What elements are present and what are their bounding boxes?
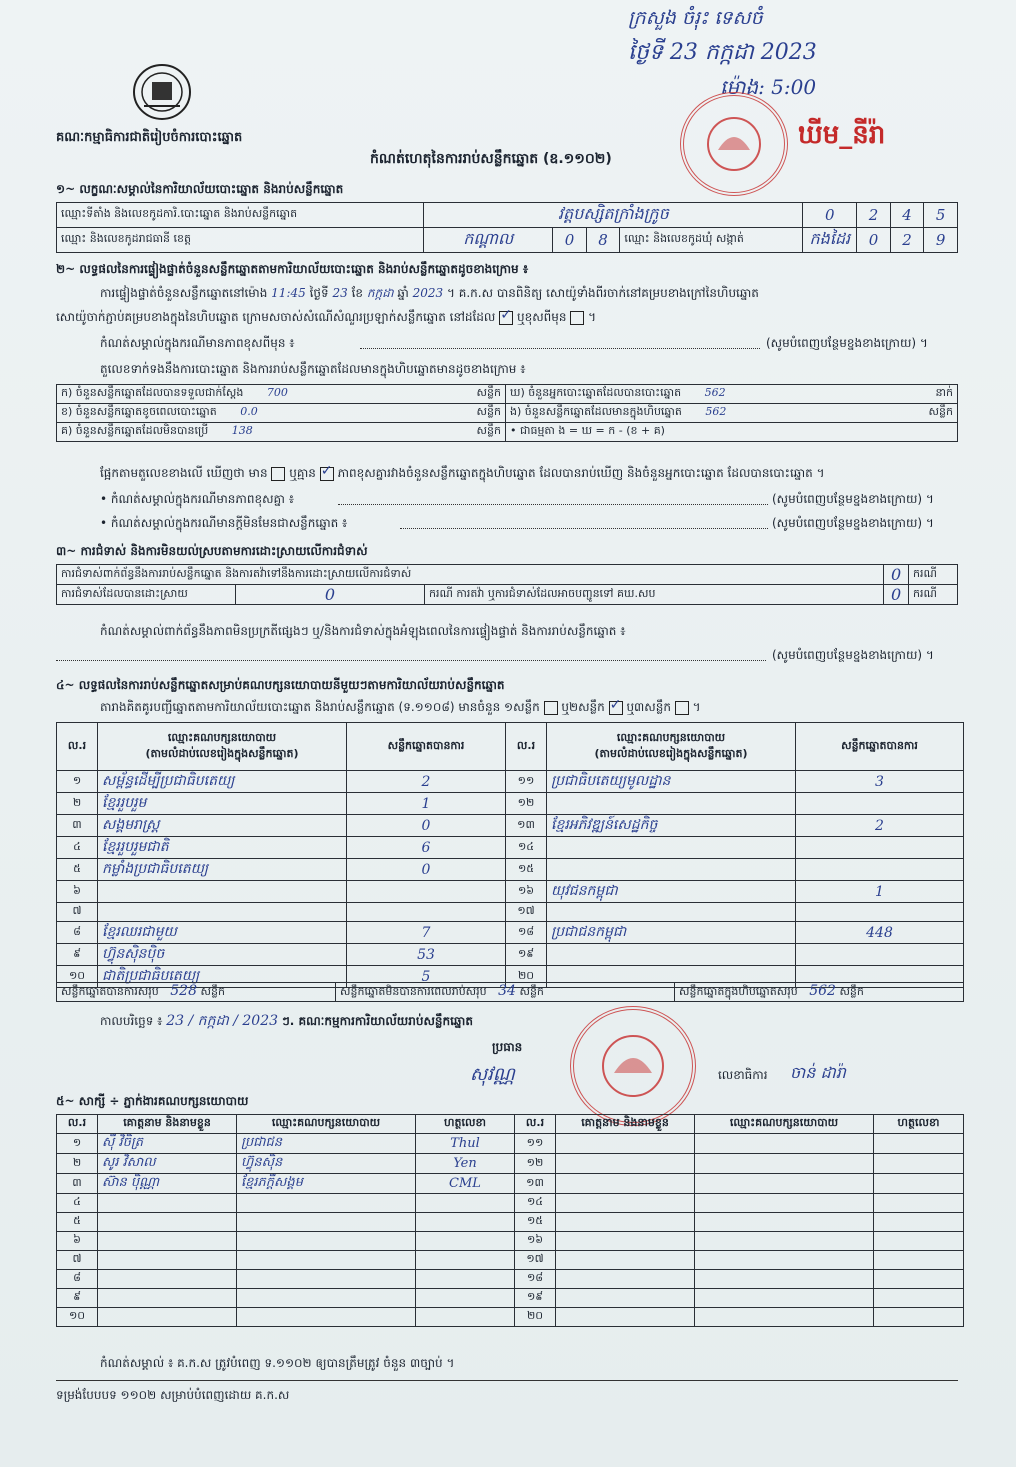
table-row [57, 1194, 964, 1213]
location-code-digit: 2 [857, 203, 891, 228]
valid-total-label: សន្លឹកឆ្នោតបានការសរុប [61, 985, 159, 998]
vote-count: 3 [796, 771, 964, 793]
vote-count [796, 859, 964, 881]
table-row [57, 793, 964, 815]
witness-signature [416, 1194, 515, 1213]
party-name: កម្លាំងប្រជាធិបតេយ្យ [98, 859, 347, 881]
discrepancy-no-checkbox[interactable] [320, 467, 334, 481]
vote-count [796, 837, 964, 859]
row-number: ១៨ [515, 1270, 556, 1289]
table-row [57, 837, 964, 859]
forwarded-label: ការតវ៉ា ឬការជំទាស់ដែលអាចបញ្ជូនទៅ គឃ.សប [456, 586, 656, 600]
province-code-digit: 0 [553, 228, 587, 253]
agency-name: គណៈកម្មាធិការជាតិរៀបចំការបោះឆ្នោត [56, 130, 243, 145]
witness-name [556, 1270, 695, 1289]
row-number: ៤ [57, 1194, 98, 1213]
witness-name [556, 1213, 695, 1232]
party-name [547, 859, 796, 881]
table-row [57, 815, 964, 837]
witness-signature: Yen [416, 1154, 515, 1174]
province-code-digit: 8 [586, 228, 620, 253]
witness-party [695, 1154, 874, 1174]
seal-different-checkbox[interactable] [570, 311, 584, 325]
totals-table: សន្លឹកឆ្នោតបានការសរុប 528 សន្លឹក សន្លឹកឆ្នោតមិនបានការពេលរាប់សរុប 34 សន្លឹក សន្លឹកឆ្នោតក្នុងហិបឆ្នោតសរុប 562 សន្លឹក [56, 982, 964, 1002]
party-name: យុវជនកម្ពុជា [547, 881, 796, 903]
chief-label: ប្រធាន [492, 1040, 523, 1054]
row-number: ១៩ [506, 944, 547, 966]
row-number: ៥ [57, 859, 98, 881]
irregularity-note: កំណត់សម្គាល់ពាក់ព័ន្ធនឹងភាពមិនប្រក្រតីផ្សេងៗ ឬ/និងការជំទាស់ក្នុងអំឡុងពេលនៃការផ្ទៀងផ្ទាត់ និងការរាប់សន្លឹកឆ្នោត ៖ [100, 624, 626, 638]
table-row [57, 1174, 964, 1194]
row-number: ៣ [57, 1174, 98, 1194]
witness-name [98, 1270, 237, 1289]
row-number: ១៥ [506, 859, 547, 881]
corner-note-line3: ម៉ោង: 5:00 [720, 75, 817, 99]
vote-count: 53 [347, 944, 506, 966]
table-row [57, 1154, 964, 1174]
spoiled-label: ខ) ចំនួនសន្លឹកឆ្នោតខូចពេលបោះឆ្នោត [61, 405, 217, 418]
party-name: ខ្មែររួបរួមជាតិ [98, 837, 347, 859]
figures-table: ក) ចំនួនសន្លឹកឆ្នោតដែលបានទទួលជាក់ស្ដែង 700 សន្លឹក ឃ) ចំនួនអ្នកបោះឆ្នោតដែលបានបោះឆ្នោត 562 នាក់ ខ) ចំនួនសន្លឹកឆ្នោតខូចពេលបោះឆ្នោត 0.0 សន្លឹក ង) ចំនួនសន្លឹកឆ្នោតដែលមានក្នុងហិបឆ្នោត 562 សន្លឹក គ) ចំនួនសន្លឹកឆ្នោតដែលមិនបានប្រើ 138 សន្លឹក • ជាធម្មតា ង = ឃ = ក - (ខ + គ) [56, 384, 958, 442]
witness-name [98, 1289, 237, 1308]
results-table: ល.រ ឈ្មោះគណបក្សនយោបាយ (តាមលំដាប់លេខរៀងក្នុងសន្លឹកឆ្នោត) សន្លឹកឆ្នោតបានការ ល.រ ឈ្មោះគណបក្សនយោបាយ (តាមលំដាប់លេខរៀងក្នុងសន្លឹកឆ្នោត) សន្លឹកឆ្នោតបានការ ១ សម្ព័ន្ធដើម្បីប្រជាធិបតេយ្យ 2 ១១ ប្រជាធិបតេយ្យមូលដ្ឋាន 3 ២ ខ្មែររួបរួម 1 ១២ ៣ សង្គមរាស្ត្រ 0 ១៣ ខ្មែរអភិវឌ្ឍន៍សេដ្ឋកិច្ច 2 ៤ ខ្មែររួបរួមជាតិ 6 ១៤ ៥ កម្លាំងប្រជាធិបតេយ្យ 0 ១៥ ៦ ១៦ យុវជនកម្ពុជា 1 ៧ ១៧ ៨ ខ្មែរឈរជាមួយ 7 ១៨ ប្រជាជនកម្ពុជា 448 ៩ ហ៊្វុនស៊ិនប៉ិច 53 ១៩ ១០ ជាតិប្រជាធិបតេយ្យ 5 ២០ [56, 722, 964, 988]
inbox-value: 562 [705, 405, 727, 418]
tally-2sheet-checkbox[interactable] [609, 701, 623, 715]
row-number: ១៦ [506, 881, 547, 903]
row-number: ១៣ [515, 1174, 556, 1194]
tally-3sheet-checkbox[interactable] [675, 701, 689, 715]
verification-paragraph: ការផ្ទៀងផ្ទាត់ចំនួនសន្លឹកឆ្នោតនៅម៉ោង 11:45 ថ្ងៃទី 23 ខែ កក្កដា ឆ្នាំ 2023 ។ គ.ក.ស បានពិនិត្យ សោយ៉ូទាំងពីរចាក់នៅគម្របខាងក្រៅនៃហិបឆ្នោត [100, 286, 759, 300]
fill-hint: (សូមបំពេញបន្ថែមខ្នងខាងក្រោយ) ។ [772, 648, 934, 662]
row-number: ១ [57, 1134, 98, 1154]
table-row [57, 1134, 964, 1154]
witness-name: ស៊ី វិចិត្រ [98, 1134, 237, 1154]
party-name [547, 793, 796, 815]
party-name [547, 903, 796, 922]
section3-title: ៣~ ការជំទាស់ និងការមិនយល់ស្របតាមការដោះស្រាយលើការជំទាស់ [56, 544, 368, 558]
witness-party [695, 1289, 874, 1308]
row-number: ៨ [57, 1270, 98, 1289]
footer-label: ទម្រង់បែបបទ ១១០២ សម្រាប់បំពេញដោយ គ.ក.ស [56, 1388, 290, 1402]
secretary-label: លេខាធិការ [718, 1068, 768, 1082]
row-number: ២ [57, 1154, 98, 1174]
witness-name: ស៊ាន បុិណ្ណា [98, 1174, 237, 1194]
row-number: ១១ [506, 771, 547, 793]
party-name: ហ៊្វុនស៊ិនប៉ិច [98, 944, 347, 966]
stamp-name-label: ឃីម_នីរ៉ា [798, 120, 886, 150]
tally-intro: តារាងគិតគូរបញ្ជីឆ្នោតតាមការិយាល័យបោះឆ្នោត និងរាប់សន្លឹកឆ្នោត (ទ.១១០៨) មានចំនួន ១សន្លឹក ឬ២សន្លឹក ✓ ឬ៣សន្លឹក ។ [100, 700, 701, 715]
witness-party [237, 1232, 416, 1251]
table-row [57, 771, 964, 793]
witness-party [237, 1289, 416, 1308]
commune-code-digit: 0 [857, 228, 891, 253]
row-number: ១៧ [506, 903, 547, 922]
party-name: ខ្មែររួបរួម [98, 793, 347, 815]
complaints-value: 0 [884, 565, 909, 585]
fill-hint: (សូមបំពេញបន្ថែមខ្នងខាងក្រោយ) ។ [766, 336, 928, 350]
section5-title: ៥~ សាក្សី ÷ ភ្នាក់ងារគណបក្សនយោបាយ [56, 1094, 249, 1108]
vote-count: 448 [796, 922, 964, 944]
party-name: ប្រជាជនកម្ពុជា [547, 922, 796, 944]
section4-title: ៤~ លទ្ធផលនៃការរាប់សន្លឹកឆ្នោតសម្រាប់គណបក្សនយោបាយនីមួយៗតាមការិយាល័យរាប់សន្លឹកឆ្នោត [56, 678, 505, 692]
note-nonballot: • កំណត់សម្គាល់ក្នុងករណីមានក្ដីមិនមែនជាសន្លឹកឆ្នោត ៖ [100, 516, 348, 530]
location-code-digit: 4 [890, 203, 924, 228]
secretary-value: ចាន់ ដារ៉ា [790, 1063, 846, 1082]
table-row [57, 903, 964, 922]
table-row [57, 1289, 964, 1308]
complaints-table: ការជំទាស់ពាក់ព័ន្ធនឹងការរាប់សន្លឹកឆ្នោត និងការតវ៉ាទៅនឹងការដោះស្រាយលើការជំទាស់ 0 ករណី ការជំទាស់ដែលបានដោះស្រាយ 0 ករណី ការតវ៉ា ឬការជំទាស់ដែលអាចបញ្ជូនទៅ គឃ.សប 0 ករណី [56, 564, 958, 605]
province-label: ឈ្មោះ និងលេខកូដរាជធានី ខេត្ត [57, 228, 424, 253]
witness-name [556, 1232, 695, 1251]
vote-count: 0 [347, 859, 506, 881]
invalid-total-label: សន្លឹកឆ្នោតមិនបានការពេលរាប់សរុប [340, 985, 487, 998]
location-code-digit: 5 [924, 203, 958, 228]
footnote: កំណត់សម្គាល់ ៖ គ.ក.ស ត្រូវបំពេញ ទ.១១០២ ឲ្យបានត្រឹមត្រូវ ចំនួន ៣ច្បាប់ ។ [100, 1356, 455, 1370]
location-value: វត្តបស្សិតក្រាំងក្រូច [424, 203, 803, 228]
witness-name [556, 1251, 695, 1270]
row-number: ១៧ [515, 1251, 556, 1270]
official-stamp-bottom [570, 1006, 696, 1126]
chief-signature: សុវណ្ណ [470, 1064, 515, 1085]
witness-name [556, 1174, 695, 1194]
date-line: កាលបរិច្ឆេទ ៖ 23 / កក្កដា / 2023 ៗ. គណៈកម្មការការិយាល័យរាប់សន្លឹកឆ្នោត [100, 1013, 473, 1029]
row-number: ៨ [57, 922, 98, 944]
witness-name [98, 1213, 237, 1232]
table-row [57, 1232, 964, 1251]
witness-signature [416, 1251, 515, 1270]
province-value: កណ្ដាល [424, 228, 553, 253]
nec-emblem-icon [130, 62, 194, 122]
row-number: ១ [57, 771, 98, 793]
table-row [57, 944, 964, 966]
row-number: ១២ [506, 793, 547, 815]
witness-name: សូរ វិសាល [98, 1154, 237, 1174]
witness-party [695, 1194, 874, 1213]
witness-name [98, 1232, 237, 1251]
fill-hint: (សូមបំពេញបន្ថែមខ្នងខាងក្រោយ) ។ [772, 492, 934, 506]
commune-value: កងដៃរ [803, 228, 857, 253]
vote-count: 1 [347, 793, 506, 815]
witness-party [695, 1134, 874, 1154]
witness-signature [874, 1154, 964, 1174]
witness-signature: Thul [416, 1134, 515, 1154]
row-number: ៤ [57, 837, 98, 859]
form-title: កំណត់ហេតុនៃការរាប់សន្លឹកឆ្នោត (ឧ.១១០២) [370, 151, 612, 167]
party-name: ប្រជាធិបតេយ្យមូលដ្ឋាន [547, 771, 796, 793]
note-discrepancy-line [338, 504, 768, 505]
witness-party: ប្រជាជន [237, 1134, 416, 1154]
witness-signature [874, 1194, 964, 1213]
party-name: សង្គមរាស្ត្រ [98, 815, 347, 837]
witness-signature [874, 1308, 964, 1327]
witness-signature [874, 1270, 964, 1289]
row-number: ១០ [57, 966, 98, 988]
vote-count: 1 [796, 881, 964, 903]
box-total-value: 562 [809, 983, 836, 999]
spoiled-value: 0.0 [240, 405, 258, 418]
witness-name [556, 1308, 695, 1327]
witness-signature [416, 1308, 515, 1327]
witness-signature: CML [416, 1174, 515, 1194]
box-total-label: សន្លឹកឆ្នោតក្នុងហិបឆ្នោតសរុប [679, 985, 798, 998]
row-number: ២ [57, 793, 98, 815]
section2-title: ២~ លទ្ធផលនៃការផ្ទៀងផ្ទាត់ចំនួនសន្លឹកឆ្នោតតាមការិយាល័យបោះឆ្នោត និងរាប់សន្លឹកឆ្នោតដូចខាងក្រោម ៖ [56, 262, 529, 276]
witness-signature [416, 1270, 515, 1289]
row-number: ១០ [57, 1308, 98, 1327]
party-name [98, 881, 347, 903]
witness-name [98, 1194, 237, 1213]
party-name [547, 944, 796, 966]
row-number: ១៤ [515, 1194, 556, 1213]
discrepancy-paragraph: ផ្អែកតាមតួលេខខាងលើ ឃើញថា មាន ឬគ្មាន ✓ ភាពខុសគ្នារវាងចំនួនសន្លឹកឆ្នោតក្នុងហិបឆ្នោត ដែលបានរាប់ឃើញ និងចំនួនអ្នកបោះឆ្នោត ដែលបានបោះឆ្នោត ។ [100, 466, 825, 481]
witness-name [556, 1194, 695, 1213]
witness-table: ល.រ គោត្តនាម និងនាមខ្លួន ឈ្មោះគណបក្សនយោបាយ ហត្ថលេខា ល.រ គោត្តនាម និងនាមខ្លួន ឈ្មោះគណបក្សនយោបាយ ហត្ថលេខា ១ ស៊ី វិចិត្រ ប្រជាជន Thul ១១ ២ សូរ វិសាល ហ៊្វុនស៊ិន Yen ១២ ៣ ស៊ាន បុិណ្ណា ខ្មែរភក្ដីសង្គម CML ១៣ ៤ ១៤ ៥ ១៥ ៦ ១៦ ៧ ១៧ ៨ ១៨ ៩ ១៩ ១០ ២០ [56, 1114, 964, 1327]
witness-signature [874, 1213, 964, 1232]
location-code-digit: 0 [803, 203, 857, 228]
row-number: ៥ [57, 1213, 98, 1232]
row-number: ២០ [515, 1308, 556, 1327]
row-number: ៦ [57, 881, 98, 903]
note-discrepancy: • កំណត់សម្គាល់ក្នុងករណីមានភាពខុសគ្នា ៖ [100, 492, 295, 506]
witness-name [556, 1154, 695, 1174]
resolved-value: 0 [236, 585, 425, 605]
witness-party [237, 1308, 416, 1327]
witness-party [237, 1270, 416, 1289]
witness-name [556, 1289, 695, 1308]
seal-same-checkbox[interactable] [499, 311, 513, 325]
witness-signature [874, 1251, 964, 1270]
verification-time: 11:45 [271, 286, 306, 300]
row-number: ១៨ [506, 922, 547, 944]
commune-code-digit: 2 [890, 228, 924, 253]
note-nonballot-line [400, 528, 768, 529]
note-difference-line [360, 348, 760, 349]
unused-value: 138 [231, 424, 253, 437]
table-row [57, 1251, 964, 1270]
resolved-label: ការជំទាស់ដែលបានដោះស្រាយ [57, 585, 236, 605]
corner-note-line1: ក្រសួង ចំរុះ ទេសចំ [628, 7, 763, 29]
table-row [57, 1308, 964, 1327]
verification-year: 2023 [412, 286, 444, 300]
voters-value: 562 [704, 386, 726, 399]
party-name: ខ្មែរអភិវឌ្ឍន៍សេដ្ឋកិច្ច [547, 815, 796, 837]
witness-party [695, 1174, 874, 1194]
row-number: ១២ [515, 1154, 556, 1174]
witness-party: ខ្មែរភក្ដីសង្គម [237, 1174, 416, 1194]
unused-label: គ) ចំនួនសន្លឹកឆ្នោតដែលមិនបានប្រើ [61, 424, 209, 437]
date-value: 23 / កក្កដា / 2023 [166, 1013, 279, 1029]
witness-party [695, 1308, 874, 1327]
table-row [57, 881, 964, 903]
row-number: ១៥ [515, 1213, 556, 1232]
commune-code-digit: 9 [924, 228, 958, 253]
vote-count [796, 944, 964, 966]
discrepancy-yes-checkbox[interactable] [271, 467, 285, 481]
witness-party: ហ៊្វុនស៊ិន [237, 1154, 416, 1174]
witness-signature [874, 1289, 964, 1308]
vote-count: 5 [347, 966, 506, 988]
row-number: ២០ [506, 966, 547, 988]
row-number: ១៣ [506, 815, 547, 837]
verification-month: កក្កដា [366, 286, 394, 300]
witness-party [237, 1213, 416, 1232]
witness-party [237, 1251, 416, 1270]
party-name [98, 903, 347, 922]
inbox-label: ង) ចំនួនសន្លឹកឆ្នោតដែលមានក្នុងហិបឆ្នោត [510, 405, 682, 418]
corner-note-line2: ថ្ងៃទី 23 កក្កដា 2023 [628, 40, 817, 65]
vote-count: 2 [347, 771, 506, 793]
vote-count [347, 881, 506, 903]
commune-label: ឈ្មោះ និងលេខកូដឃុំ សង្កាត់ [620, 228, 803, 253]
committee-label: ៗ. គណៈកម្មការការិយាល័យរាប់សន្លឹកឆ្នោត [281, 1014, 473, 1028]
witness-signature [874, 1134, 964, 1154]
witness-name [556, 1134, 695, 1154]
witness-party [695, 1270, 874, 1289]
table-row [57, 1270, 964, 1289]
figures-intro: តួលេខទាក់ទងនឹងការបោះឆ្នោត និងការរាប់សន្លឹកឆ្នោតដែលមានក្នុងហិបឆ្នោតមានដូចខាងក្រោម ៖ [100, 362, 526, 376]
witness-signature [416, 1289, 515, 1308]
section1-table [56, 202, 958, 253]
row-number: ៧ [57, 903, 98, 922]
complaints-label: ការជំទាស់ពាក់ព័ន្ធនឹងការរាប់សន្លឹកឆ្នោត និងការតវ៉ាទៅនឹងការដោះស្រាយលើការជំទាស់ [57, 565, 884, 585]
vote-count [347, 903, 506, 922]
forwarded-value: 0 [884, 585, 909, 605]
row-number: ១៩ [515, 1289, 556, 1308]
witness-party [237, 1194, 416, 1213]
witness-party [695, 1232, 874, 1251]
witness-name [98, 1308, 237, 1327]
row-number: ៣ [57, 815, 98, 837]
party-name: ខ្មែរឈរជាមួយ [98, 922, 347, 944]
verification-day: 23 [332, 286, 348, 300]
row-number: ៧ [57, 1251, 98, 1270]
witness-signature [416, 1213, 515, 1232]
vote-count [796, 793, 964, 815]
vote-count: 2 [796, 815, 964, 837]
witness-party [695, 1251, 874, 1270]
note-difference: កំណត់សម្គាល់ក្នុងករណីមានភាពខុសពីមុន ៖ [100, 336, 295, 350]
fill-hint: (សូមបំពេញបន្ថែមខ្នងខាងក្រោយ) ។ [772, 516, 934, 530]
table-row [57, 1213, 964, 1232]
invalid-total-value: 34 [498, 983, 516, 999]
vote-count: 7 [347, 922, 506, 944]
party-name: សម្ព័ន្ធដើម្បីប្រជាធិបតេយ្យ [98, 771, 347, 793]
vote-count: 0 [347, 815, 506, 837]
row-number: ១១ [515, 1134, 556, 1154]
tally-1sheet-checkbox[interactable] [544, 701, 558, 715]
row-number: ១៦ [515, 1232, 556, 1251]
section1-title: ១~ លក្ខណៈសម្គាល់នៃការិយាល័យបោះឆ្នោត និងរាប់សន្លឹកឆ្នោត [56, 182, 344, 196]
row-number: ១៤ [506, 837, 547, 859]
party-name [547, 837, 796, 859]
vote-count [796, 903, 964, 922]
seal-paragraph: សោយ៉ូចាក់ភ្ជាប់គម្របខាងក្នុងនៃហិបឆ្នោត ក្រោមសចាស់សំណើសំណួរប្រឡាក់សន្លឹកឆ្នោត នៅដដែល ✓ ឬខុសពីមុន ។ [56, 310, 596, 325]
table-row [57, 859, 964, 881]
valid-total-value: 528 [170, 983, 197, 999]
voters-label: ឃ) ចំនួនអ្នកបោះឆ្នោតដែលបានបោះឆ្នោត [510, 386, 682, 399]
location-label: ឈ្មោះទីតាំង និងលេខកូដការិ.បោះឆ្នោត និងរាប់សន្លឹកឆ្នោត [57, 203, 424, 228]
witness-name [98, 1251, 237, 1270]
irregularity-note-line [56, 660, 766, 661]
row-number: ៩ [57, 1289, 98, 1308]
formula: • ជាធម្មតា ង = ឃ = ក - (ខ + គ) [506, 423, 958, 442]
footer-divider [56, 1380, 958, 1381]
vote-count: 6 [347, 837, 506, 859]
row-number: ៩ [57, 944, 98, 966]
party-name: ជាតិប្រជាធិបតេយ្យ [98, 966, 347, 988]
witness-signature [874, 1174, 964, 1194]
received-label: ក) ចំនួនសន្លឹកឆ្នោតដែលបានទទួលជាក់ស្ដែង [61, 386, 244, 399]
witness-party [695, 1213, 874, 1232]
witness-signature [416, 1232, 515, 1251]
witness-signature [874, 1232, 964, 1251]
row-number: ៦ [57, 1232, 98, 1251]
table-row [57, 922, 964, 944]
received-value: 700 [266, 386, 288, 399]
official-stamp-top [680, 92, 788, 196]
